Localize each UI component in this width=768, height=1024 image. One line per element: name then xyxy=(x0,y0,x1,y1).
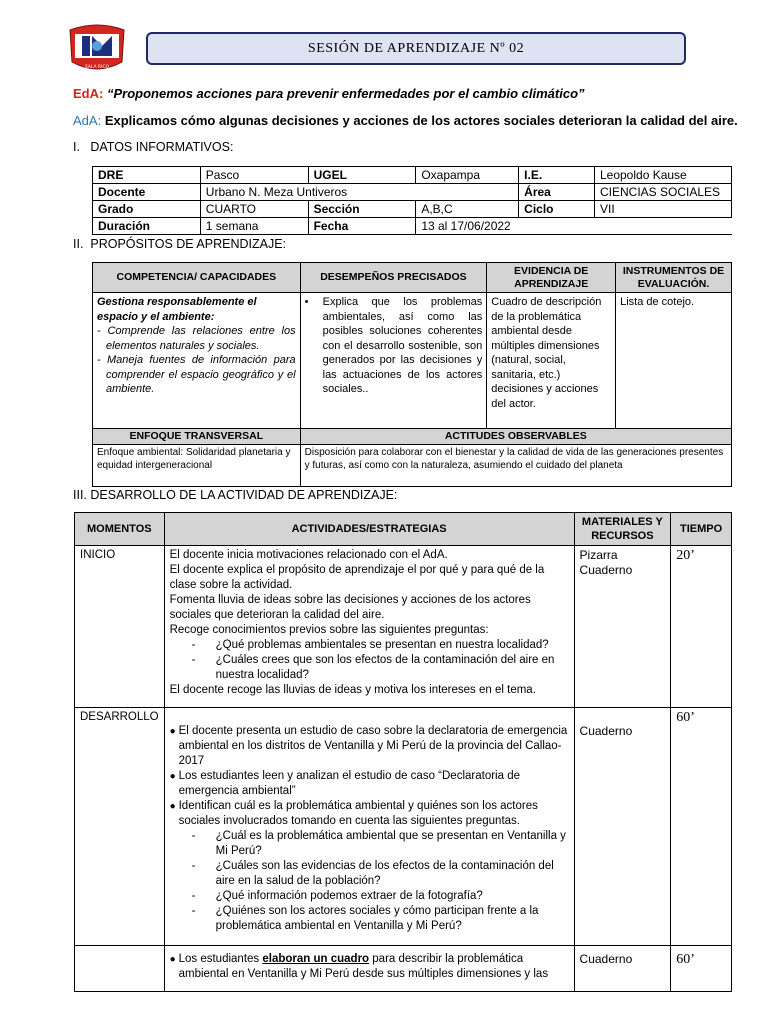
duracion-key: Duración xyxy=(93,218,201,235)
competencia-title: Gestiona responsablemente el espacio y el ambiente: xyxy=(97,296,257,323)
inicio-line: Recoge conocimientos previos sobre las siguientes preguntas: xyxy=(169,624,489,636)
school-logo xyxy=(68,22,126,74)
propositos-table xyxy=(92,262,732,487)
desarrollo-bullet: ● Identifican cuál es la problemática ambiental y quiénes son los actores sociales involucrados tomando en cuenta las siguientes preguntas. xyxy=(169,800,538,827)
momento-desarrollo: DESARROLLO xyxy=(75,708,165,946)
ada-text: Explicamos cómo algunas decisiones y acciones de los actores sociales deterioran la calidad del aire. xyxy=(104,113,738,128)
seccion-value: A,B,C xyxy=(416,201,519,218)
row3-activities xyxy=(164,946,574,992)
inicio-line: Fomenta lluvia de ideas sobre las decisiones y acciones de los actores sociales que deterioran la calidad del aire. xyxy=(169,594,531,621)
header-competencia: COMPETENCIA/ CAPACIDADES xyxy=(93,263,301,293)
desempeno-cell xyxy=(300,293,487,429)
inicio-closing: El docente recoge las lluvias de ideas y motiva los intereses en el tema. xyxy=(169,684,536,696)
momento-empty xyxy=(75,946,165,992)
dre-key: DRE xyxy=(93,167,201,184)
eda-label: EdA: xyxy=(73,86,104,101)
instrumento-cell: Lista de cotejo. xyxy=(616,293,732,429)
fecha-value: 13 al 17/06/2022 xyxy=(416,218,732,235)
ciclo-value: VII xyxy=(594,201,731,218)
ugel-value: Oxapampa xyxy=(416,167,519,184)
evidencia-cell: Cuadro de descripción de la problemática ambiental desde múltiples dimensiones (natural, social, sanitaria, etc.) decisiones y acciones del actor. xyxy=(487,293,616,429)
area-key: Área xyxy=(519,184,595,201)
grado-key: Grado xyxy=(93,201,201,218)
section-datos-title: I. DATOS INFORMATIVOS: xyxy=(73,140,234,154)
inicio-tiempo: 20’ xyxy=(671,546,732,708)
actitudes-cell: Disposición para colaborar con el bienestar y la calidad de vida de las generaciones presentes y futuras, así como con la naturaleza, asumiendo el cuidado del planeta xyxy=(300,445,731,487)
bullet-icon: • xyxy=(304,296,309,308)
desarrollo-tiempo: 60’ xyxy=(671,708,732,946)
header-enfoque: ENFOQUE TRANSVERSAL xyxy=(93,429,301,445)
desarrollo-question: - ¿Cuáles son las evidencias de los efectos de la contaminación del aire en la salud de la población? xyxy=(191,860,554,887)
material-item: Cuaderno xyxy=(579,563,633,577)
header-instrumentos: INSTRUMENTOS DE EVALUACIÓN. xyxy=(616,263,732,293)
header-desempenos: DESEMPEÑOS PRECISADOS xyxy=(300,263,487,293)
datos-table xyxy=(92,166,732,235)
desarrollo-activities xyxy=(164,708,574,946)
desarrollo-table xyxy=(74,512,732,992)
session-title-box xyxy=(146,32,686,65)
area-value: CIENCIAS SOCIALES xyxy=(594,184,731,201)
material-item: Pizarra xyxy=(579,548,618,562)
logo-text: SALA RICO xyxy=(84,65,110,70)
desempeno-text: Explica que los problemas ambientales, así como las posibles soluciones coherentes con el desarrollo sostenible, son generados por las decisiones y las actuaciones de los actores sociales.. xyxy=(322,296,483,395)
underlined-text: elaboran un cuadro xyxy=(262,953,370,965)
inicio-activities xyxy=(164,546,574,708)
grado-value: CUARTO xyxy=(200,201,308,218)
enfoque-cell: Enfoque ambiental: Solidaridad planetaria y equidad intergeneracional xyxy=(93,445,301,487)
ada-line xyxy=(73,113,738,128)
session-title: SESIÓN DE APRENDIZAJE Nº 02 xyxy=(307,40,525,56)
section-propositos-title: II. PROPÓSITOS DE APRENDIZAJE: xyxy=(73,237,287,251)
header-materiales: MATERIALES Y RECURSOS xyxy=(574,513,671,546)
desarrollo-bullet: ● El docente presenta un estudio de caso sobre la declaratoria de emergencia ambiental en los distritos de Ventanilla y Mi Perú de la provincia del Callao-2017 xyxy=(169,725,568,767)
momento-inicio: INICIO xyxy=(75,546,165,708)
inicio-question: - ¿Qué problemas ambientales se presentan en nuestra localidad? xyxy=(191,639,549,651)
header-momentos: MOMENTOS xyxy=(75,513,165,546)
duracion-value: 1 semana xyxy=(200,218,308,235)
desarrollo-material: Cuaderno xyxy=(574,708,671,946)
fecha-key: Fecha xyxy=(308,218,416,235)
eda-text: “Proponemos acciones para prevenir enfermedades por el cambio climático” xyxy=(106,86,585,101)
header-tiempo: TIEMPO xyxy=(671,513,732,546)
row3-tiempo: 60’ xyxy=(671,946,732,992)
inicio-line: El docente inicia motivaciones relacionado con el AdA. xyxy=(169,549,448,561)
desarrollo-question: - ¿Qué información podemos extraer de la fotografía? xyxy=(191,890,483,902)
row3-bullet: ● Los estudiantes elaboran un cuadro para describir la problemática ambiental en Ventanilla y Mi Perú desde sus múltiples dimensiones y las xyxy=(169,953,549,980)
inicio-question: - ¿Cuáles crees que son los efectos de la contaminación del aire en nuestra localidad? xyxy=(191,654,555,681)
inicio-materiales xyxy=(574,546,671,708)
ugel-key: UGEL xyxy=(308,167,416,184)
row3-material: Cuaderno xyxy=(574,946,671,992)
header-evidencia: EVIDENCIA DE APRENDIZAJE xyxy=(487,263,616,293)
capacidad-item: - Comprende las relaciones entre los elementos naturales y sociales. xyxy=(97,325,296,352)
capacidad-item: - Maneja fuentes de información para comprender el espacio geográfico y el ambiente. xyxy=(97,354,296,395)
inicio-line: El docente explica el propósito de aprendizaje el por qué y para qué de la clase sobre la actividad. xyxy=(169,564,545,591)
desarrollo-question: - ¿Cuál es la problemática ambiental que se presentan en Ventanilla y Mi Perú? xyxy=(191,830,566,857)
header-actitudes: ACTITUDES OBSERVABLES xyxy=(300,429,731,445)
desarrollo-bullet: ● Los estudiantes leen y analizan el estudio de caso “Declaratoria de emergencia ambiental” xyxy=(169,770,520,797)
desarrollo-question: - ¿Quiénes son los actores sociales y cómo participan frente a la problemática ambiental en Ventanilla y Mi Perú? xyxy=(191,905,539,932)
seccion-key: Sección xyxy=(308,201,416,218)
ada-label: AdA: xyxy=(73,113,102,128)
ciclo-key: Ciclo xyxy=(519,201,595,218)
ie-key: I.E. xyxy=(519,167,595,184)
header-actividades: ACTIVIDADES/ESTRATEGIAS xyxy=(164,513,574,546)
ie-value: Leopoldo Kause xyxy=(594,167,731,184)
section-desarrollo-title: III. DESARROLLO DE LA ACTIVIDAD DE APRENDIZAJE: xyxy=(73,488,398,502)
competencia-cell xyxy=(93,293,301,429)
docente-value: Urbano N. Meza Untiveros xyxy=(200,184,518,201)
docente-key: Docente xyxy=(93,184,201,201)
dre-value: Pasco xyxy=(200,167,308,184)
eda-line xyxy=(73,86,585,101)
